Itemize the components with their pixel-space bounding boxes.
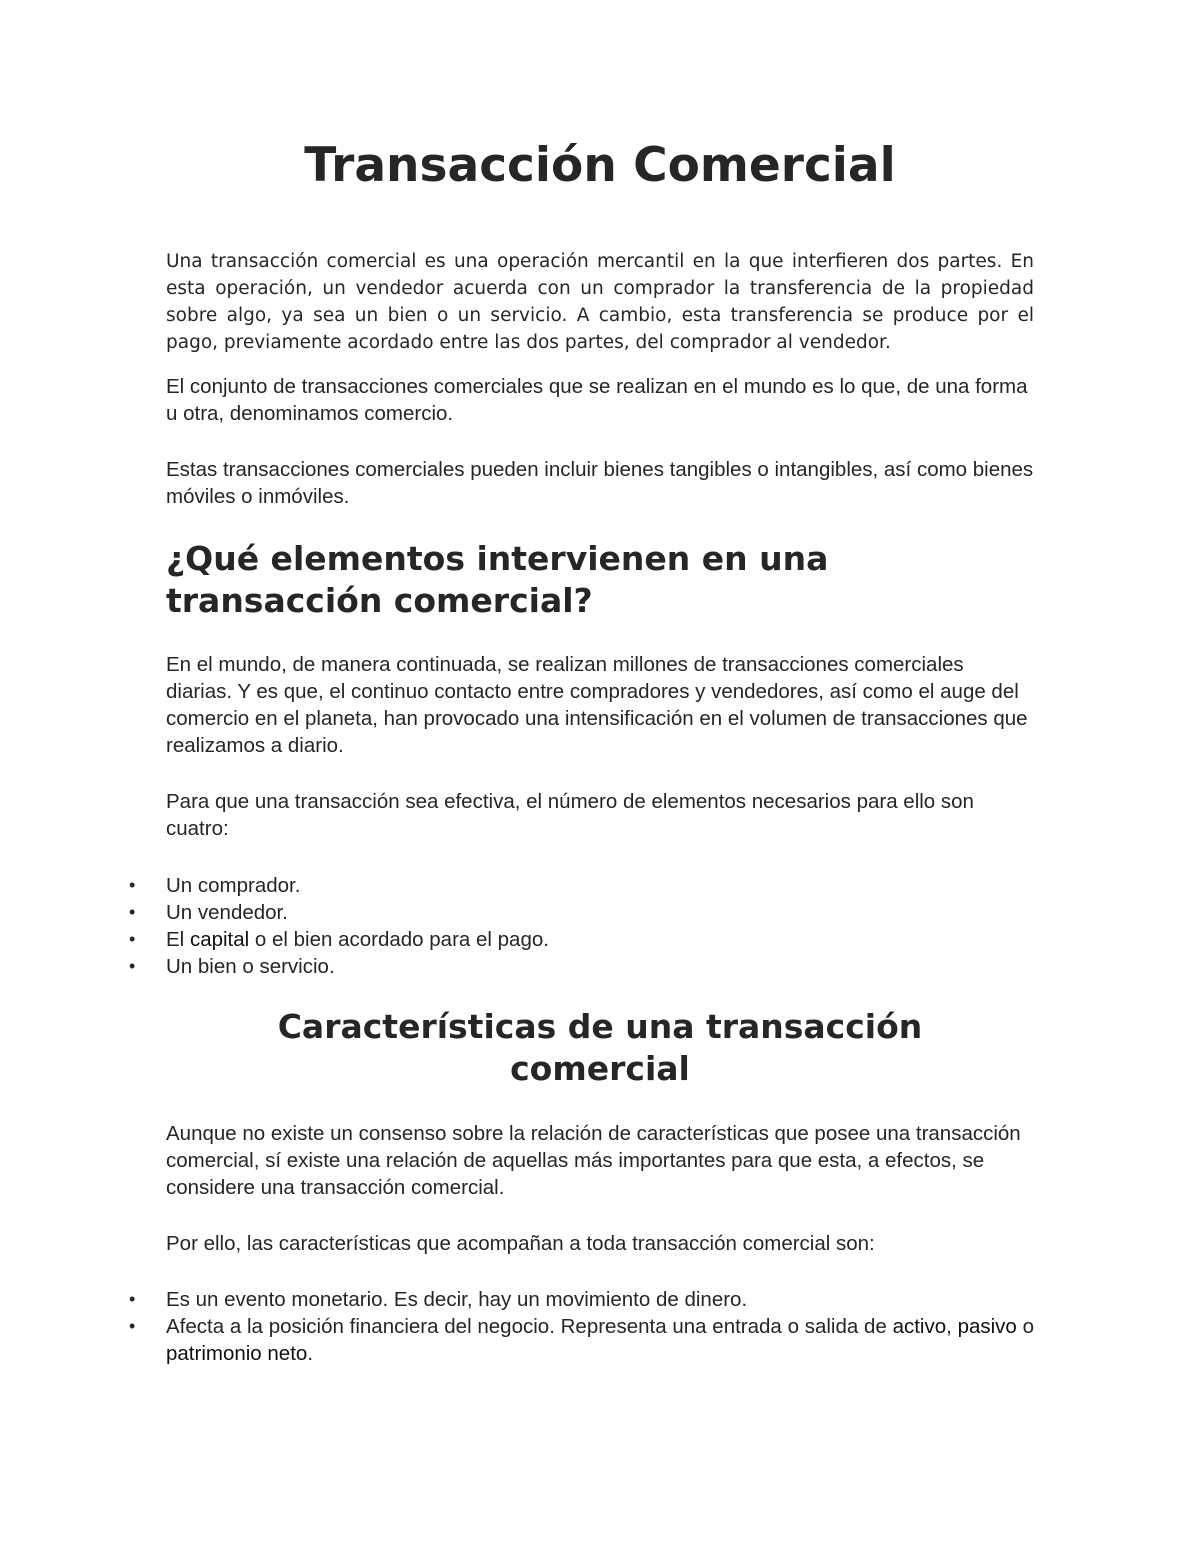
section1-paragraph-1: En el mundo, de manera continuada, se realizan millones de transacciones comerciales diarias. Y es que, el continuo contacto entre compradores y vendedores, así como el auge del comercio en el planeta, han provocado una intensificación en el volumen de transacciones que realizamos a diario.	[166, 653, 1028, 757]
list-item-text-sep2: o	[1016, 1315, 1034, 1338]
section2-paragraph-2: Por ello, las características que acompañan a toda transacción comercial son:	[166, 1232, 875, 1255]
document-title: Transacción Comercial	[304, 138, 896, 193]
section1-paragraph-2: Para que una transacción sea efectiva, el número de elementos necesarios para ello son cuatro:	[166, 790, 974, 840]
list-item-text: Es un evento monetario. Es decir, hay un movimiento de dinero.	[166, 1288, 748, 1311]
intro-paragraph: Una transacción comercial es una operación mercantil en la que interfieren dos partes. En esta operación, un vendedor acuerda con un comprador la transferencia de la propiedad sobre algo, ya sea un bien o un servicio. A cambio, esta transferencia se produce por el pago, previamente acordado entre las dos partes, del comprador al vendedor.	[166, 251, 1034, 353]
list-item	[0, 926, 1034, 953]
section2-bullet-list	[0, 1286, 1040, 1367]
bullet-icon: •	[129, 902, 136, 922]
bullet-icon: •	[129, 875, 136, 895]
list-item	[0, 872, 1034, 899]
list-item	[0, 953, 1034, 980]
paragraph-comercio: El conjunto de transacciones comerciales que se realizan en el mundo es lo que, de una forma u otra, denominamos comercio.	[166, 375, 1028, 425]
bullet-icon: •	[129, 929, 136, 949]
list-item-text-pre: El	[166, 928, 190, 951]
paragraph-bienes: Estas transacciones comerciales pueden incluir bienes tangibles o intangibles, así como bienes móviles o inmóviles.	[166, 458, 1034, 508]
section2-heading-line1: Características de una transacción	[277, 1007, 923, 1046]
section1-heading	[166, 538, 1066, 622]
capital-link[interactable]: capital	[189, 928, 250, 951]
list-item-text-post: o el bien acordado para el pago.	[249, 928, 549, 951]
list-item-text: Un vendedor.	[166, 901, 288, 924]
list-item	[0, 899, 1034, 926]
list-item-text: Un bien o servicio.	[166, 955, 335, 978]
bullet-icon: •	[129, 1289, 136, 1309]
list-item	[0, 1313, 1034, 1367]
list-item-text-post: .	[307, 1342, 314, 1365]
list-item	[0, 1286, 1034, 1313]
section1-bullet-list	[0, 872, 1040, 980]
section2-paragraph-1: Aunque no existe un consenso sobre la relación de características que posee una transacción comercial, sí existe una relación de aquellas más importantes para que esta, a efectos, se considere una transacción comercial.	[166, 1122, 1021, 1199]
list-item-text-sep1: ,	[946, 1315, 958, 1338]
bullet-icon: •	[129, 956, 136, 976]
section2-heading-line2: comercial	[510, 1049, 690, 1088]
list-item-text-pre: Afecta a la posición financiera del negocio. Representa una entrada o salida de	[166, 1315, 893, 1338]
patrimonio-neto-link[interactable]: patrimonio neto	[166, 1342, 308, 1365]
section1-heading-line2: transacción comercial?	[166, 581, 593, 620]
list-item-text: Un comprador.	[166, 874, 301, 897]
section1-heading-line1: ¿Qué elementos intervienen en una	[166, 539, 829, 578]
pasivo-link[interactable]: pasivo	[957, 1315, 1017, 1338]
section2-heading	[0, 1006, 1200, 1090]
bullet-icon: •	[129, 1316, 136, 1336]
activo-link[interactable]: activo	[892, 1315, 947, 1338]
